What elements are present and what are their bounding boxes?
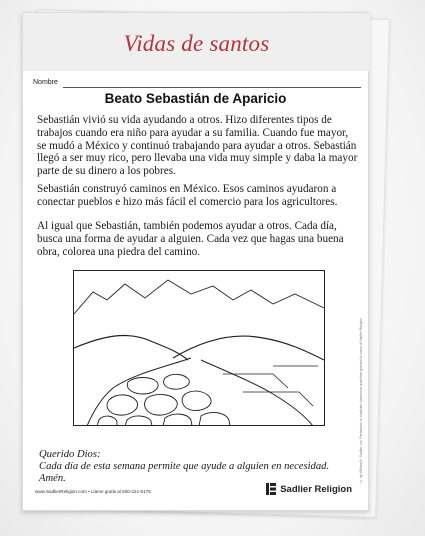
- name-row: [33, 79, 361, 91]
- copyright-side-notice: © by William H. Sadlier, Inc. Permission to duplicate classroom quantities granted to users of Sadlier Religion.: [359, 316, 363, 483]
- worksheet-header: [23, 13, 370, 71]
- name-line: [63, 87, 361, 88]
- series-title: Vidas de santos: [123, 31, 270, 56]
- worksheet-page: [22, 12, 369, 511]
- prayer-line-1: Querido Dios:: [39, 449, 101, 460]
- road-coloring-drawing: [73, 270, 325, 426]
- footer-brand: [265, 481, 352, 497]
- brand-name: Sadlier Religion: [280, 483, 352, 495]
- paragraph-3: Al igual que Sebastián, también podemos ayudar a otros. Cada día, busca una forma de ayudar a alguien. Cada vez que hagas una buena obra, colorea una piedra del camino.: [37, 220, 344, 258]
- drawing-frame: [74, 271, 325, 426]
- worksheet-title: Beato Sebastián de Aparicio: [104, 91, 287, 106]
- name-label: Nombre: [33, 79, 58, 86]
- footer-contact: www.SadlierReligion.com • Llame gratis al 800-221-5175: [35, 489, 151, 494]
- prayer-line-3: Amén.: [39, 473, 66, 485]
- paragraph-2: Sebastián construyó caminos en México. Esos caminos ayudaron a conectar pueblos e hizo más fácil el comercio para los agricultores.: [37, 183, 338, 208]
- paragraph-1: Sebastián vivió su vida ayudando a otros. Hizo diferentes tipos de trabajos cuando era niño para ayudar a su familia. Cuando fue mayor, se mudó a México y continuó trabajando para ayudar a otros. Sebastián llegó a ser muy rico, pero llevaba una vida muy simple y daba la mayor parte de su dinero a los pobres.: [37, 114, 358, 178]
- prayer-line-2: Cada día de esta semana permite que ayude a alguien en necesidad.: [39, 461, 330, 473]
- sadlier-logo-icon: [265, 482, 277, 496]
